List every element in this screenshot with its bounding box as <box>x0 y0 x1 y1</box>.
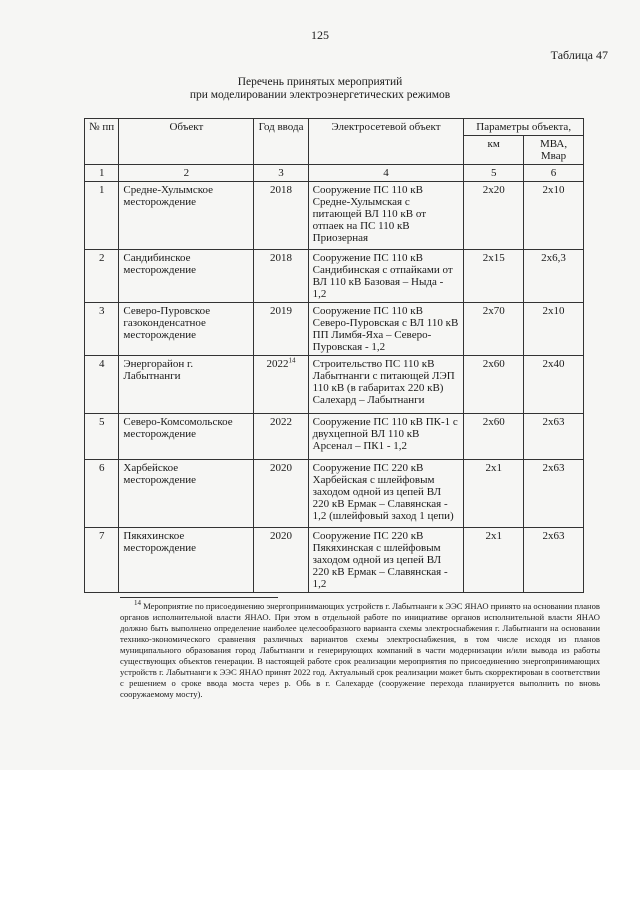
row-km: 2х20 <box>464 182 524 250</box>
page-number: 125 <box>311 28 329 42</box>
footnote-text: Мероприятие по присоединению энергопринимающих устройств г. Лабытнанги к ЭЭС ЯНАО принято на основании планов органов исполнительной власти ЯНАО. При этом в отдельной работе по инициативе органов исполнительной власти ЯНАО должно быть выполнено определение наиболее целесообразного варианта схемы электроснабжения г. Лабытнанги на основании технико-экономического сравнения различных вариантов схемы электроснабжения, в том числе исходя из планов муниципального образования город Лабытнанги и генерирующих компаний в части модернизации и/или вывода из работы существующих объектов генерации. В настоящей работе срок реализации мероприятия по присоединению энергопринимающих устройств г. Лабытнанги к ЭЭС ЯНАО принят 2022 год. Актуальный срок реализации может быть скорректирован в соответствии с решением о сроке ввода моста через р. Обь в г. Салехарде (сооружение перехода планируется выполнить по вновь сооружаемому мосту). <box>120 601 600 699</box>
row-year-value: 2018 <box>270 184 293 196</box>
row-number: 5 <box>85 414 119 460</box>
header-grid-object: Электросетевой объект <box>308 119 464 165</box>
footnote-reference: 14 <box>288 356 296 365</box>
title-line-1: Перечень принятых мероприятий <box>237 76 403 88</box>
table-row <box>85 460 584 528</box>
row-year <box>254 528 308 593</box>
row-object: Пякяхинское месторождение <box>119 528 254 593</box>
row-km: 2х60 <box>464 356 524 414</box>
row-mva: 2х10 <box>524 182 584 250</box>
column-number: 4 <box>308 165 464 182</box>
table-row <box>85 182 584 250</box>
row-year-value: 2018 <box>270 252 293 264</box>
row-grid-object: Сооружение ПС 110 кВ ПК-1 с двухцепной ВЛ 110 кВ Арсенал – ПК1 - 1,2 <box>308 414 464 460</box>
row-km: 2х15 <box>464 250 524 303</box>
footnote-separator <box>120 597 278 598</box>
row-grid-object: Сооружение ПС 110 кВ Северо-Пуровская с ВЛ 110 кВ ПП Лимбя-Яха – Северо-Пуровская - 1,2 <box>308 303 464 356</box>
row-year <box>254 182 308 250</box>
row-object: Северо-Комсомольское месторождение <box>119 414 254 460</box>
row-object: Средне-Хулымское месторождение <box>119 182 254 250</box>
row-year <box>254 414 308 460</box>
header-params: Параметры объекта, <box>464 119 584 136</box>
column-number: 5 <box>464 165 524 182</box>
table-title <box>0 76 640 102</box>
row-year-value: 2020 <box>270 462 293 474</box>
row-mva: 2х63 <box>524 414 584 460</box>
row-grid-object: Сооружение ПС 110 кВ Сандибинская с отпайками от ВЛ 110 кВ Базовая – Ныда - 1,2 <box>308 250 464 303</box>
row-object: Энергорайон г. Лабытнанги <box>119 356 254 414</box>
row-km: 2х60 <box>464 414 524 460</box>
table-row <box>85 303 584 356</box>
row-year-value: 2022 <box>270 416 293 428</box>
row-number: 3 <box>85 303 119 356</box>
row-number: 7 <box>85 528 119 593</box>
row-year-value: 2019 <box>270 305 293 317</box>
title-line-2: при моделировании электроэнергетических режимов <box>189 89 451 101</box>
row-km: 2х1 <box>464 528 524 593</box>
row-number: 2 <box>85 250 119 303</box>
row-object: Северо-Пуровское газоконденсатное месторождение <box>119 303 254 356</box>
table-row <box>85 250 584 303</box>
row-number: 6 <box>85 460 119 528</box>
header-mva: МВА, Мвар <box>524 136 584 165</box>
row-year <box>254 460 308 528</box>
row-mva: 2х63 <box>524 528 584 593</box>
table-header-row <box>85 119 584 136</box>
footnote-mark: 14 <box>134 599 141 608</box>
row-mva: 2х63 <box>524 460 584 528</box>
column-number: 6 <box>524 165 584 182</box>
row-km: 2х1 <box>464 460 524 528</box>
row-year <box>254 303 308 356</box>
row-object: Харбейское месторождение <box>119 460 254 528</box>
row-grid-object: Сооружение ПС 220 кВ Харбейская с шлейфовым заходом одной из цепей ВЛ 220 кВ Ермак – Славянская - 1,2 (шлейфовый заход 1 цепи) <box>308 460 464 528</box>
header-num: № пп <box>85 119 119 165</box>
row-grid-object: Сооружение ПС 220 кВ Пякяхинская с шлейфовым заходом одной из цепей ВЛ 220 кВ Ермак – Славянская - 1,2 <box>308 528 464 593</box>
footnote <box>120 601 600 700</box>
row-number: 1 <box>85 182 119 250</box>
row-object: Сандибинское месторождение <box>119 250 254 303</box>
table-row <box>85 528 584 593</box>
table-row <box>85 356 584 414</box>
column-number: 2 <box>119 165 254 182</box>
row-km: 2х70 <box>464 303 524 356</box>
column-number: 1 <box>85 165 119 182</box>
row-mva: 2х6,3 <box>524 250 584 303</box>
header-km: км <box>464 136 524 165</box>
row-grid-object: Сооружение ПС 110 кВ Средне-Хулымская с питающей ВЛ 110 кВ от отпаек на ПС 110 кВ Приозерная <box>308 182 464 250</box>
table-row <box>85 414 584 460</box>
row-year <box>254 250 308 303</box>
header-year: Год ввода <box>254 119 308 165</box>
row-grid-object: Строительство ПС 110 кВ Лабытнанги с питающей ЛЭП 110 кВ (в габаритах 220 кВ) Салехард – Лабытнанги <box>308 356 464 414</box>
table-label: Таблица 47 <box>550 48 608 62</box>
row-year <box>254 356 308 414</box>
header-object: Объект <box>119 119 254 165</box>
row-mva: 2х40 <box>524 356 584 414</box>
row-year-value: 2020 <box>270 530 293 542</box>
column-number: 3 <box>254 165 308 182</box>
measures-table <box>84 118 584 593</box>
row-year-value: 2022 <box>266 358 289 370</box>
column-number-row <box>85 165 584 182</box>
row-mva: 2х10 <box>524 303 584 356</box>
row-number: 4 <box>85 356 119 414</box>
